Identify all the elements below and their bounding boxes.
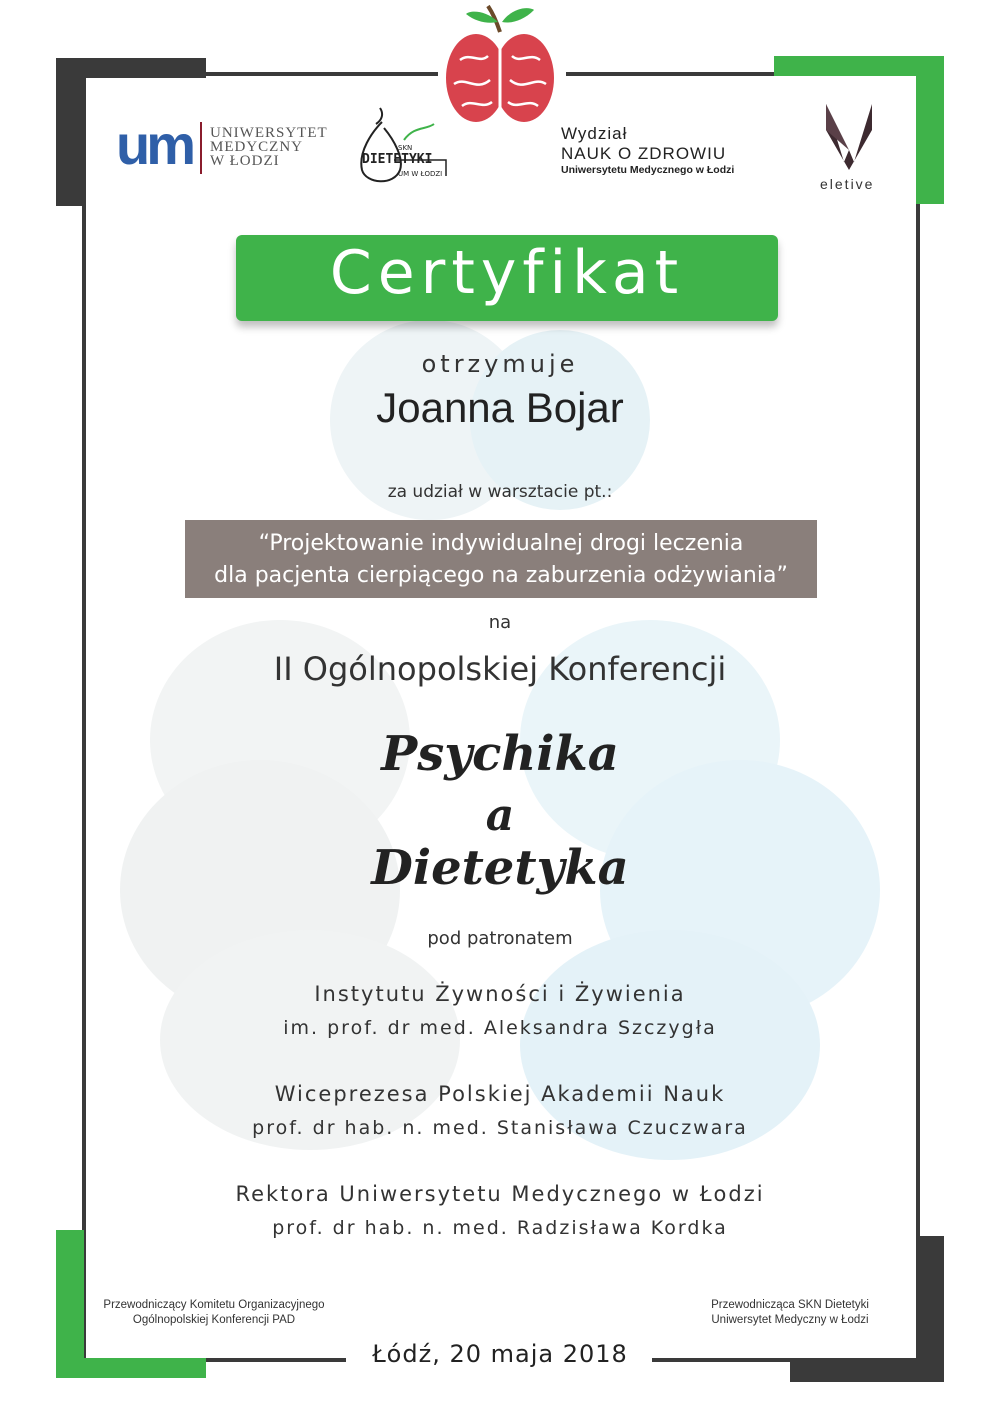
patron2-line2: prof. dr hab. n. med. Stanisława Czuczwara bbox=[252, 1117, 748, 1139]
skn-dietetyki-logo bbox=[354, 104, 454, 188]
conference-title-1: Psychika bbox=[381, 726, 619, 782]
wydzial-line3: Uniwersytetu Medycznego w Łodzi bbox=[561, 164, 735, 176]
skn-sub-text: UM W ŁODZI bbox=[398, 170, 443, 178]
workshop-title-line1: “Projektowanie indywidualnej drogi leczenia bbox=[258, 531, 744, 556]
receives-label: otrzymuje bbox=[421, 350, 579, 378]
patron3-line2: prof. dr hab. n. med. Radzisława Kordka bbox=[272, 1217, 728, 1239]
eletive-logo bbox=[818, 100, 880, 196]
conference-title-3: Dietetyka bbox=[371, 840, 629, 896]
brain-apple-logo bbox=[440, 0, 560, 135]
certificate-title: Certyfikat bbox=[329, 238, 685, 308]
workshop-title-line2: dla pacjenta cierpiącego na zaburzenia odżywiania” bbox=[214, 563, 788, 588]
wydzial-logo bbox=[561, 124, 734, 176]
on-label: na bbox=[488, 612, 512, 633]
patron1-line2: im. prof. dr med. Aleksandra Szczygła bbox=[283, 1017, 717, 1039]
patron2-line1: Wiceprezesa Polskiej Akademii Nauk bbox=[274, 1082, 726, 1106]
patron3-line1: Rektora Uniwersytetu Medycznego w Łodzi bbox=[235, 1182, 765, 1206]
wydzial-line1: Wydział bbox=[561, 124, 628, 143]
skn-chair-signature-label: Przewodnicząca SKN Dietetyki Uniwersytet Medyczny w Łodzi bbox=[711, 1299, 869, 1326]
skn-label: SKN bbox=[398, 144, 413, 152]
recipient-name: Joanna Bojar bbox=[376, 384, 624, 431]
wydzial-line2: NAUK O ZDROWIU bbox=[561, 144, 727, 163]
conference-label: II Ogólnopolskiej Konferencji bbox=[273, 650, 727, 688]
patron1-line1: Instytutu Żywności i Żywienia bbox=[314, 982, 686, 1006]
eletive-text: eletive bbox=[820, 176, 875, 192]
workshop-title bbox=[185, 528, 817, 592]
um-logo-divider bbox=[200, 122, 202, 174]
skn-dietetyki-text: DIETETYKI bbox=[362, 152, 433, 167]
patronage-label: pod patronatem bbox=[427, 928, 573, 949]
conference-title-2: a bbox=[485, 790, 515, 841]
place-date: Łódź, 20 maja 2018 bbox=[372, 1340, 628, 1368]
um-logo-mark: um bbox=[116, 113, 192, 176]
workshop-intro: za udział w warsztacie pt.: bbox=[387, 482, 613, 502]
um-logo-text: UNIWERSYTET MEDYCZNY W ŁODZI bbox=[210, 125, 328, 169]
organizer-signature-label: Przewodniczący Komitetu Organizacyjnego Ogólnopolskiej Konferencji PAD bbox=[103, 1299, 325, 1326]
